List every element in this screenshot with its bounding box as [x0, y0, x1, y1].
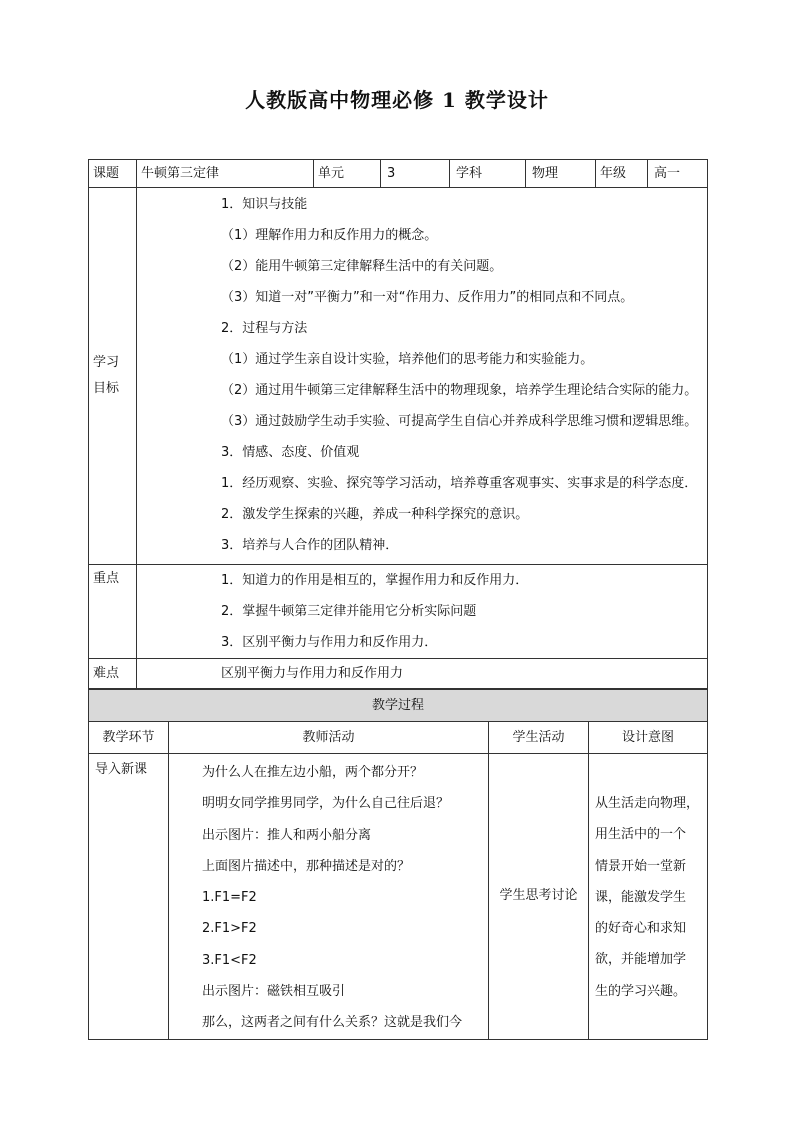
- student-activity-cell: 学生思考讨论: [489, 754, 589, 1040]
- objective-line: （2）通过用牛顿第三定律解释生活中的物理现象，培养学生理论结合实际的能力。: [221, 383, 698, 398]
- design-intent-line: 生的学习兴趣。: [595, 983, 687, 999]
- teacher-activity-line: 2.F1>F2: [202, 921, 257, 937]
- design-intent-line: 用生活中的一个: [595, 827, 687, 843]
- objective-line: （3）通过鼓励学生动手实验、可提高学生自信心并养成科学思维习惯和逻辑思维。: [221, 414, 698, 429]
- process-header: 教学过程: [89, 690, 708, 722]
- key-point-line: 2．掌握牛顿第三定律并能用它分析实际问题: [221, 604, 477, 619]
- key-points-label: 重点: [89, 565, 137, 659]
- objective-line: 1．经历观察、实验、探究等学习活动，培养尊重客观事实、实事求是的科学态度．: [221, 476, 698, 491]
- topic-value: 牛顿第三定律: [137, 160, 314, 188]
- unit-label: 单元: [314, 160, 381, 188]
- design-intent-line: 欲，并能增加学: [595, 952, 687, 968]
- unit-value: 3: [381, 160, 450, 188]
- objectives-label-line1: 学习: [93, 355, 120, 370]
- design-intent-line: 课，能激发学生: [595, 889, 687, 905]
- objectives-content: [137, 188, 708, 565]
- teacher-activity-cell: [169, 754, 489, 1040]
- key-point-line: 1．知道力的作用是相互的，掌握作用力和反作用力．: [221, 573, 529, 588]
- design-intent-cell: [589, 754, 708, 1040]
- objective-line: 1．知识与技能: [221, 197, 308, 212]
- design-intent-line: 从生活走向物理，: [595, 796, 700, 811]
- grade-value: 高一: [648, 160, 708, 188]
- teacher-activity-line: 明明女同学推男同学，为什么自己往后退？: [202, 796, 450, 812]
- objectives-label: [89, 188, 137, 565]
- objective-line: （3）知道一对”平衡力”和一对“作用力、反作用力”的相同点和不同点。: [221, 290, 634, 305]
- objective-line: 3．情感、态度、价值观: [221, 445, 360, 460]
- subject-label: 学科: [450, 160, 526, 188]
- difficulty-label: 难点: [89, 659, 137, 689]
- course-info-table: [88, 159, 708, 689]
- subject-value: 物理: [526, 160, 596, 188]
- design-intent-line: 的好奇心和求知: [595, 921, 687, 937]
- key-points-content: [137, 565, 708, 659]
- teaching-process-table: [88, 689, 708, 1040]
- teacher-activity-line: 3.F1<F2: [202, 952, 257, 968]
- objectives-label-line2: 目标: [93, 381, 120, 396]
- teacher-activity-line: 那么，这两者之间有什么关系？这就是我们今: [202, 1015, 463, 1031]
- topic-label: 课题: [89, 160, 137, 188]
- stage-cell: 导入新课: [89, 754, 169, 1040]
- objective-line: 2．过程与方法: [221, 321, 308, 336]
- objective-line: 2．激发学生探索的兴趣，养成一种科学探究的意识。: [221, 507, 529, 522]
- teacher-activity-line: 出示图片：磁铁相互吸引: [202, 984, 346, 1000]
- teacher-activity-line: 上面图片描述中，那种描述是对的？: [202, 858, 411, 874]
- difficulty-value: 区别平衡力与作用力和反作用力: [137, 659, 708, 689]
- objective-line: （1）理解作用力和反作用力的概念。: [221, 228, 438, 243]
- column-intent: 设计意图: [589, 722, 708, 754]
- column-stage: 教学环节: [89, 722, 169, 754]
- column-teacher: 教师活动: [169, 722, 489, 754]
- teacher-activity-line: 1.F1=F2: [202, 890, 257, 906]
- teacher-activity-line: 为什么人在推左边小船，两个都分开？: [202, 765, 424, 780]
- grade-label: 年级: [596, 160, 648, 188]
- teacher-activity-line: 出示图片：推人和两小船分离: [202, 827, 372, 843]
- column-student: 学生活动: [489, 722, 589, 754]
- design-intent-line: 情景开始一堂新: [595, 858, 687, 874]
- page-title: 人教版高中物理必修 1 教学设计: [245, 88, 549, 112]
- objective-line: 3．培养与人合作的团队精神．: [221, 538, 399, 553]
- objective-line: （2）能用牛顿第三定律解释生活中的有关问题。: [221, 259, 503, 274]
- key-point-line: 3．区别平衡力与作用力和反作用力．: [221, 635, 438, 650]
- objective-line: （1）通过学生亲自设计实验，培养他们的思考能力和实验能力。: [221, 352, 594, 367]
